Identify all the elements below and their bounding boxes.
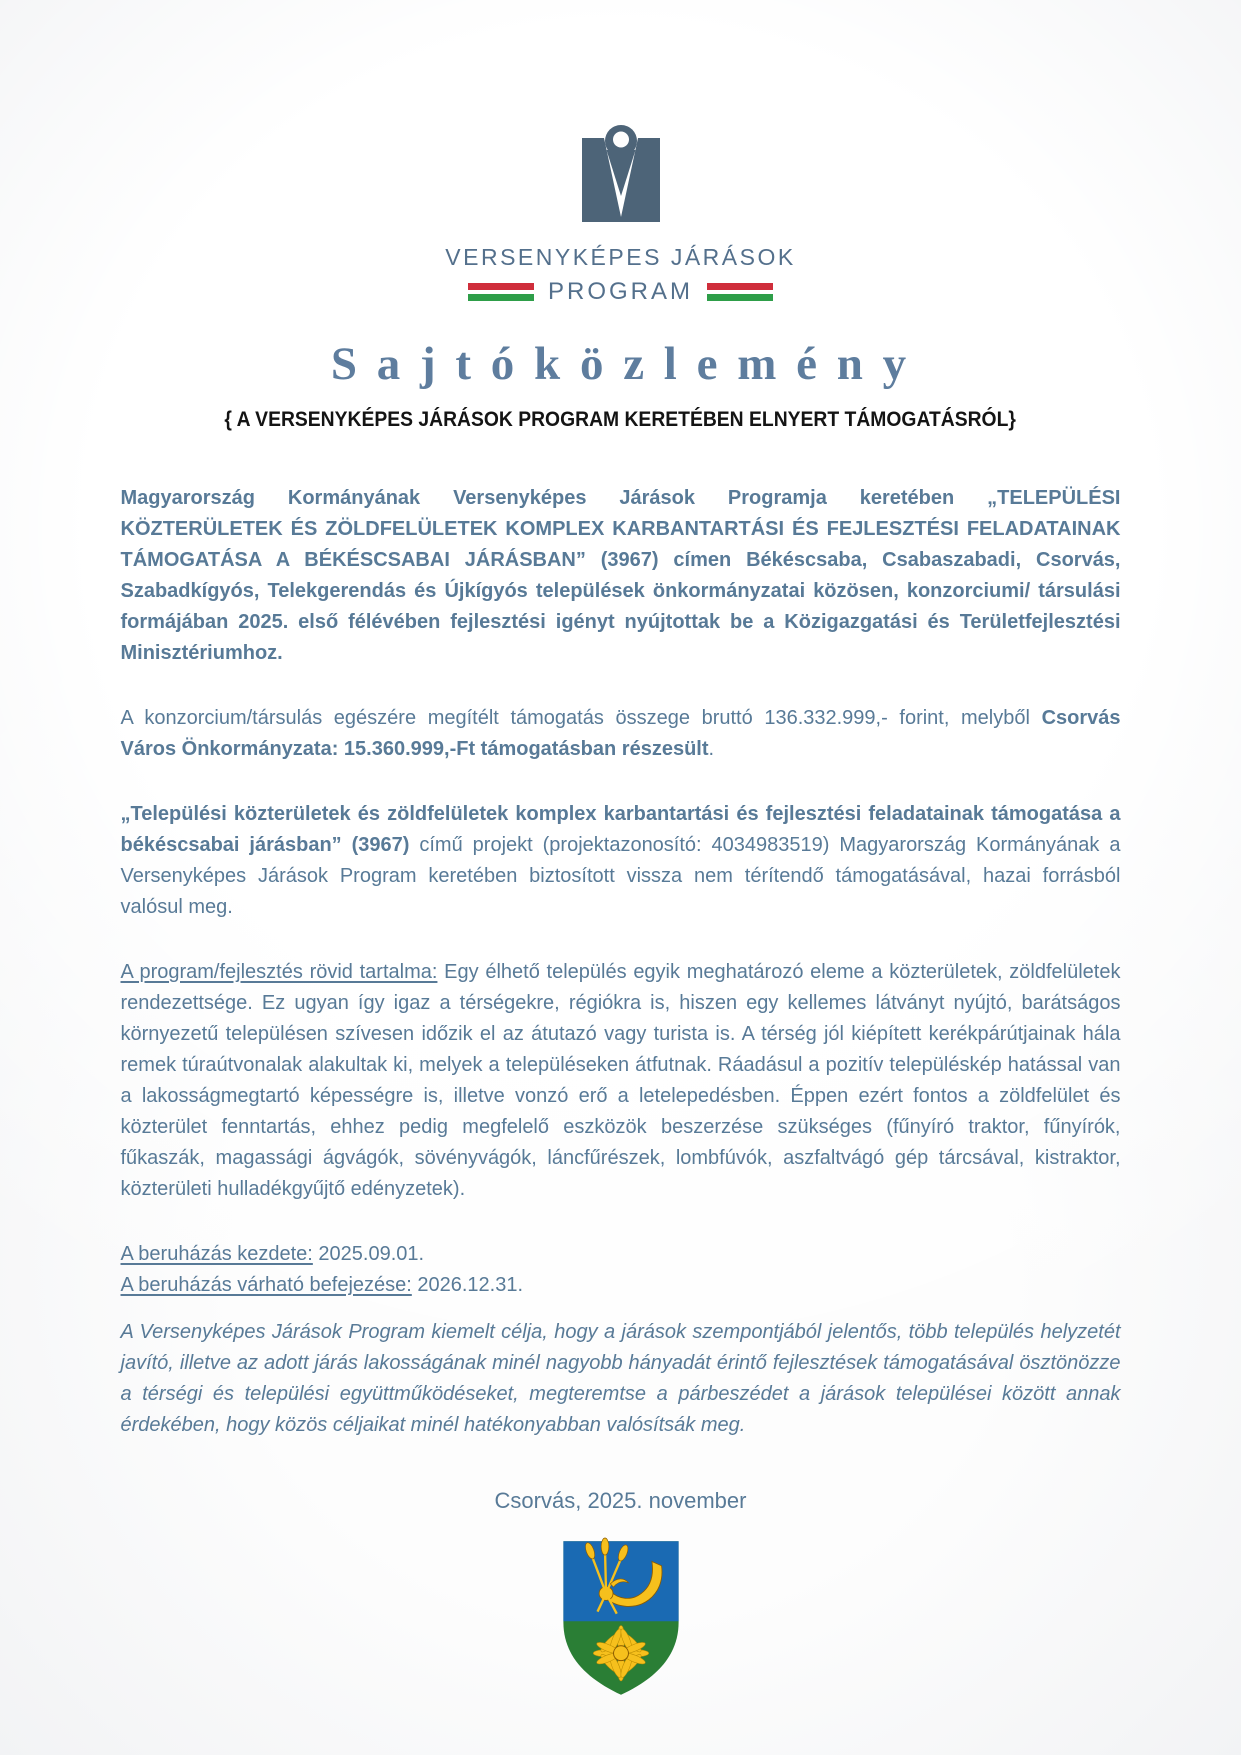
page-subtitle (121, 405, 1121, 435)
paragraph-program-goal: A Versenyképes Járások Program kiemelt célja, hogy a járások szempontjából jelentős, több település helyzetét javító, illetve az adott járás lakosságának minél nagyobb hányadát érintő fejlesztések támogatásával ösztönözze a térségi és települési együttműködéseket, megteremtse a párbeszédet a járások települései között annak érdekében, hogy közös céljaikat minél hatékonyabban valósítsák meg. (120, 1321, 1121, 1436)
paragraph-intro: Magyarország Kormányának Versenyképes Járások Programja keretében „TELEPÜLÉSI KÖZTERÜLETEK ÉS ZÖLDFELÜLETEK KOMPLEX KARBANTARTÁSI ÉS FEJLESZTÉSI FELADATAINAK TÁMOGATÁSA A BÉKÉSCSABAI JÁRÁSBAN” (3967) címen Békéscsaba, Csabaszabadi, Csorvás, Szabadkígyós, Telekgerendás és Újkígyós települések önkormányzatai közösen, konzorciumi/ társulási formájában 2025. első félévében fejlesztési igényt nyújtottak be a Közigazgatási és Területfejlesztési Minisztériumhoz. (120, 487, 1121, 664)
map-pin-v-icon (582, 124, 660, 222)
program-summary-label: A program/fejlesztés rövid tartalma: (120, 961, 438, 983)
press-release-body (121, 483, 1121, 1516)
program-logo (121, 0, 1121, 306)
grant-amount-bold-text: Csorvás Város Önkormányzata: 15.360.999,-Ft támogatásban részesült (120, 707, 1121, 760)
logo-program-label: PROGRAM (547, 278, 693, 305)
paragraph-grant-amount (121, 703, 1121, 765)
end-date-value: 2026.12.31. (411, 1274, 524, 1296)
program-summary-text: Egy élhető település egyik meghatározó eleme a közterületek, zöldfelületek rendezettsége. Ez ugyan így igaz a térségekre, régiókra is, hiszen egy kellemes látványt nyújtó, barátságos környezetű településen szívesen időzik el az átutazó vagy turista is. A térség jól kiépített kerékpárútjainak hála remek túraútvonalak alakultak ki, melyek a településeken átfutnak. Ráadásul a pozitív településkép hatással van a lakosságmegtartó képességre is, illetve vonzó erő a letelepedésben. Éppen ezért fontos a zöldfelület és közterület fenntartás, ehhez pedig megfelelő eszközök beszerzése szükséges (fűnyíró traktor, fűnyírók, fűkaszák, magassági ágvágók, sövényvágók, láncfűrészek, lombfúvók, aszfaltvágó gép tárcsával, kistraktor, közterületi hulladékgyűjtő edényzetek). (120, 961, 1121, 1200)
hungarian-flag-stripes-right-icon (707, 283, 773, 301)
grant-amount-regular-text: A konzorcium/társulás egészére megítélt támogatás összege bruttó 136.332.999,- forint, melyből (120, 707, 1042, 729)
csorvas-coat-of-arms-icon (557, 1530, 685, 1706)
logo-title: VERSENYKÉPES JÁRÁSOK (445, 244, 796, 270)
grant-amount-period: . (708, 738, 715, 760)
coat-of-arms-container (121, 1530, 1121, 1711)
logo-program-row (121, 278, 1121, 306)
start-date-line (121, 1239, 1121, 1270)
hungarian-flag-stripes-left-icon (468, 283, 534, 301)
end-date-line (121, 1270, 1121, 1301)
page-title: S a j t ó k ö z l e m é n y (330, 338, 911, 390)
page-subtitle-text: { A VERSENYKÉPES JÁRÁSOK PROGRAM KERETÉBEN ELNYERT TÁMOGATÁSRÓL} (224, 408, 1017, 431)
start-date-value: 2025.09.01. (312, 1243, 425, 1265)
project-title-bold-text: „Települési közterületek és zöldfelületek komplex karbantartási és fejlesztési feladatainak támogatása a békéscsabai járásban” (3967) (120, 803, 1121, 856)
paragraph-program-summary (121, 957, 1121, 1205)
project-title-regular-text: című projekt (projektazonosító: 4034983519) Magyarország Kormányának a Versenyképes Járások Program keretében biztosított vissza nem térítendő támogatásával, hazai forrásból valósul meg. (120, 834, 1121, 918)
paragraph-project-title (121, 799, 1121, 923)
start-date-label: A beruházás kezdete: (120, 1243, 313, 1265)
end-date-label: A beruházás várható befejezése: (120, 1274, 412, 1296)
closing-date-line: Csorvás, 2025. november (494, 1488, 747, 1513)
project-dates (121, 1239, 1121, 1301)
